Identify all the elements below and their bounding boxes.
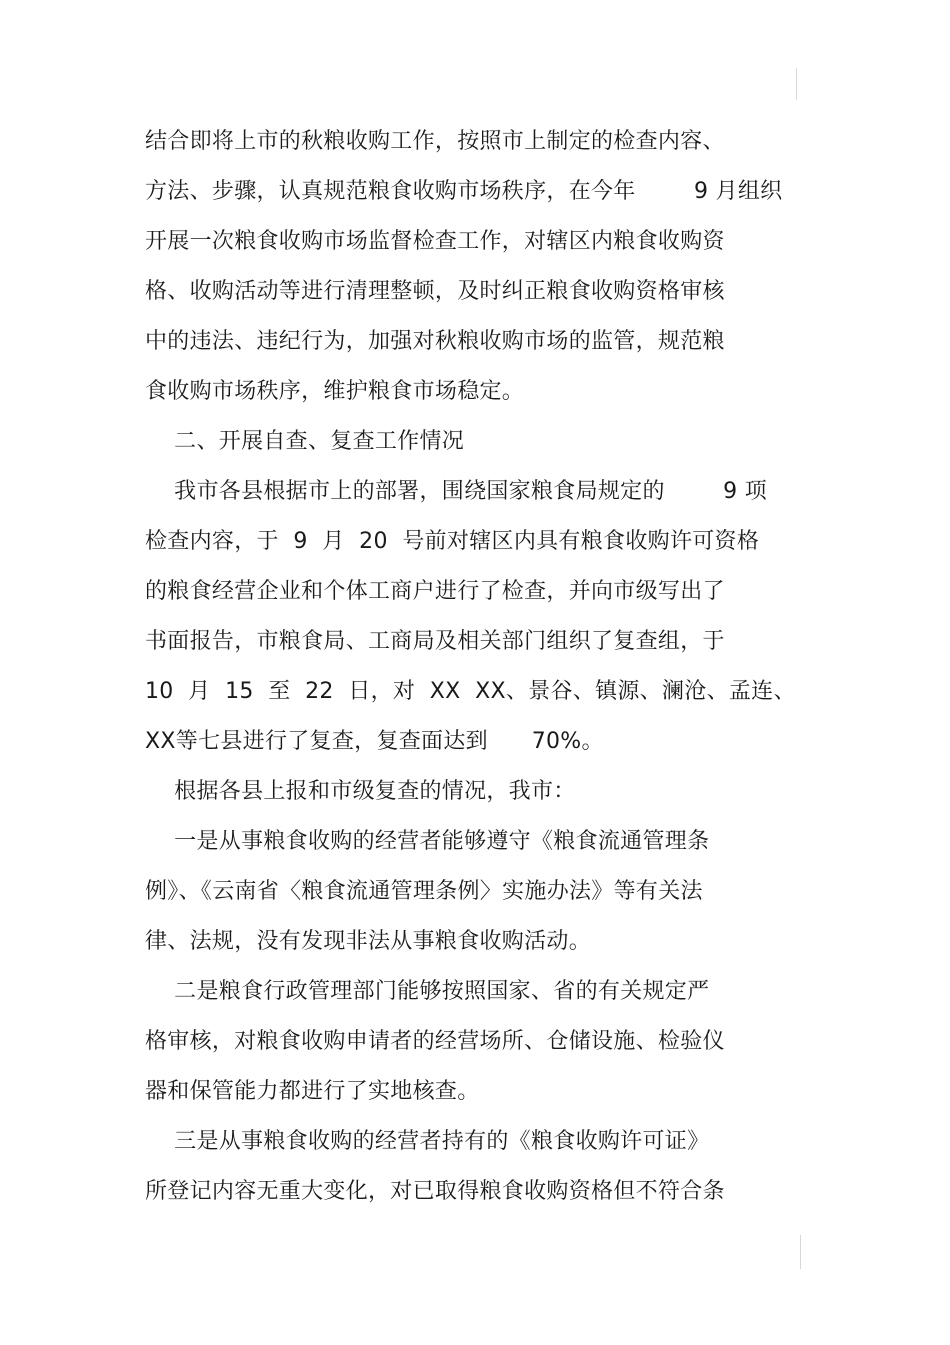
paragraph-line: 食收购市场秩序，维护粮食市场稳定。 — [145, 379, 525, 404]
paragraph-line: 器和保管能力都进行了实地核查。 — [145, 1079, 480, 1104]
paragraph-line: 所登记内容无重大变化，对已取得粮食收购资格但不符合条 — [145, 1179, 725, 1204]
paragraph-line: 三是从事粮食收购的经营者持有的《粮食收购许可证》 — [145, 1129, 710, 1154]
paragraph-line: 我市各县根据市上的部署，围绕国家粮食局规定的 9 项 — [145, 479, 768, 504]
paragraph-line: 律、法规，没有发现非法从事粮食收购活动。 — [145, 929, 592, 954]
paragraph-line: 10 月 15 至 22 日，对 XX XX、景谷、镇源、澜沧、孟连、 — [145, 679, 796, 704]
paragraph-line: 结合即将上市的秋粮收购工作，按照市上制定的检查内容、 — [145, 129, 725, 154]
paragraph-line: 一是从事粮食收购的经营者能够遵守《粮食流通管理条 — [145, 829, 710, 854]
paragraph-line: 开展一次粮食收购市场监督检查工作，对辖区内粮食收购资 — [145, 229, 725, 254]
paragraph-line: 根据各县上报和市级复查的情况，我市： — [145, 779, 576, 804]
section-heading: 二、开展自查、复查工作情况 — [145, 429, 465, 454]
page-edge-mark-bottom — [800, 1235, 801, 1269]
page-edge-mark-top — [796, 68, 797, 100]
paragraph-line: 格审核，对粮食收购申请者的经营场所、仓储设施、检验仪 — [145, 1029, 725, 1054]
paragraph-line: 方法、步骤，认真规范粮食收购市场秩序，在今年 9 月组织 — [145, 179, 783, 204]
paragraph-line: 书面报告，市粮食局、工商局及相关部门组织了复查组，于 — [145, 629, 725, 654]
paragraph-line: 格、收购活动等进行清理整顿，及时纠正粮食收购资格审核 — [145, 279, 725, 304]
paragraph-line: 中的违法、违纪行为，加强对秋粮收购市场的监管，规范粮 — [145, 329, 725, 354]
paragraph-line: 的粮食经营企业和个体工商户进行了检查，并向市级写出了 — [145, 579, 725, 604]
paragraph-line: 二是粮食行政管理部门能够按照国家、省的有关规定严 — [145, 979, 710, 1004]
paragraph-line: 例》、《云南省〈粮食流通管理条例〉实施办法》等有关法 — [145, 879, 703, 904]
paragraph-line: 检查内容，于 9 月 20 号前对辖区内具有粮食收购许可资格 — [145, 529, 760, 554]
paragraph-line: XX等七县进行了复查，复查面达到 70%。 — [145, 729, 604, 754]
